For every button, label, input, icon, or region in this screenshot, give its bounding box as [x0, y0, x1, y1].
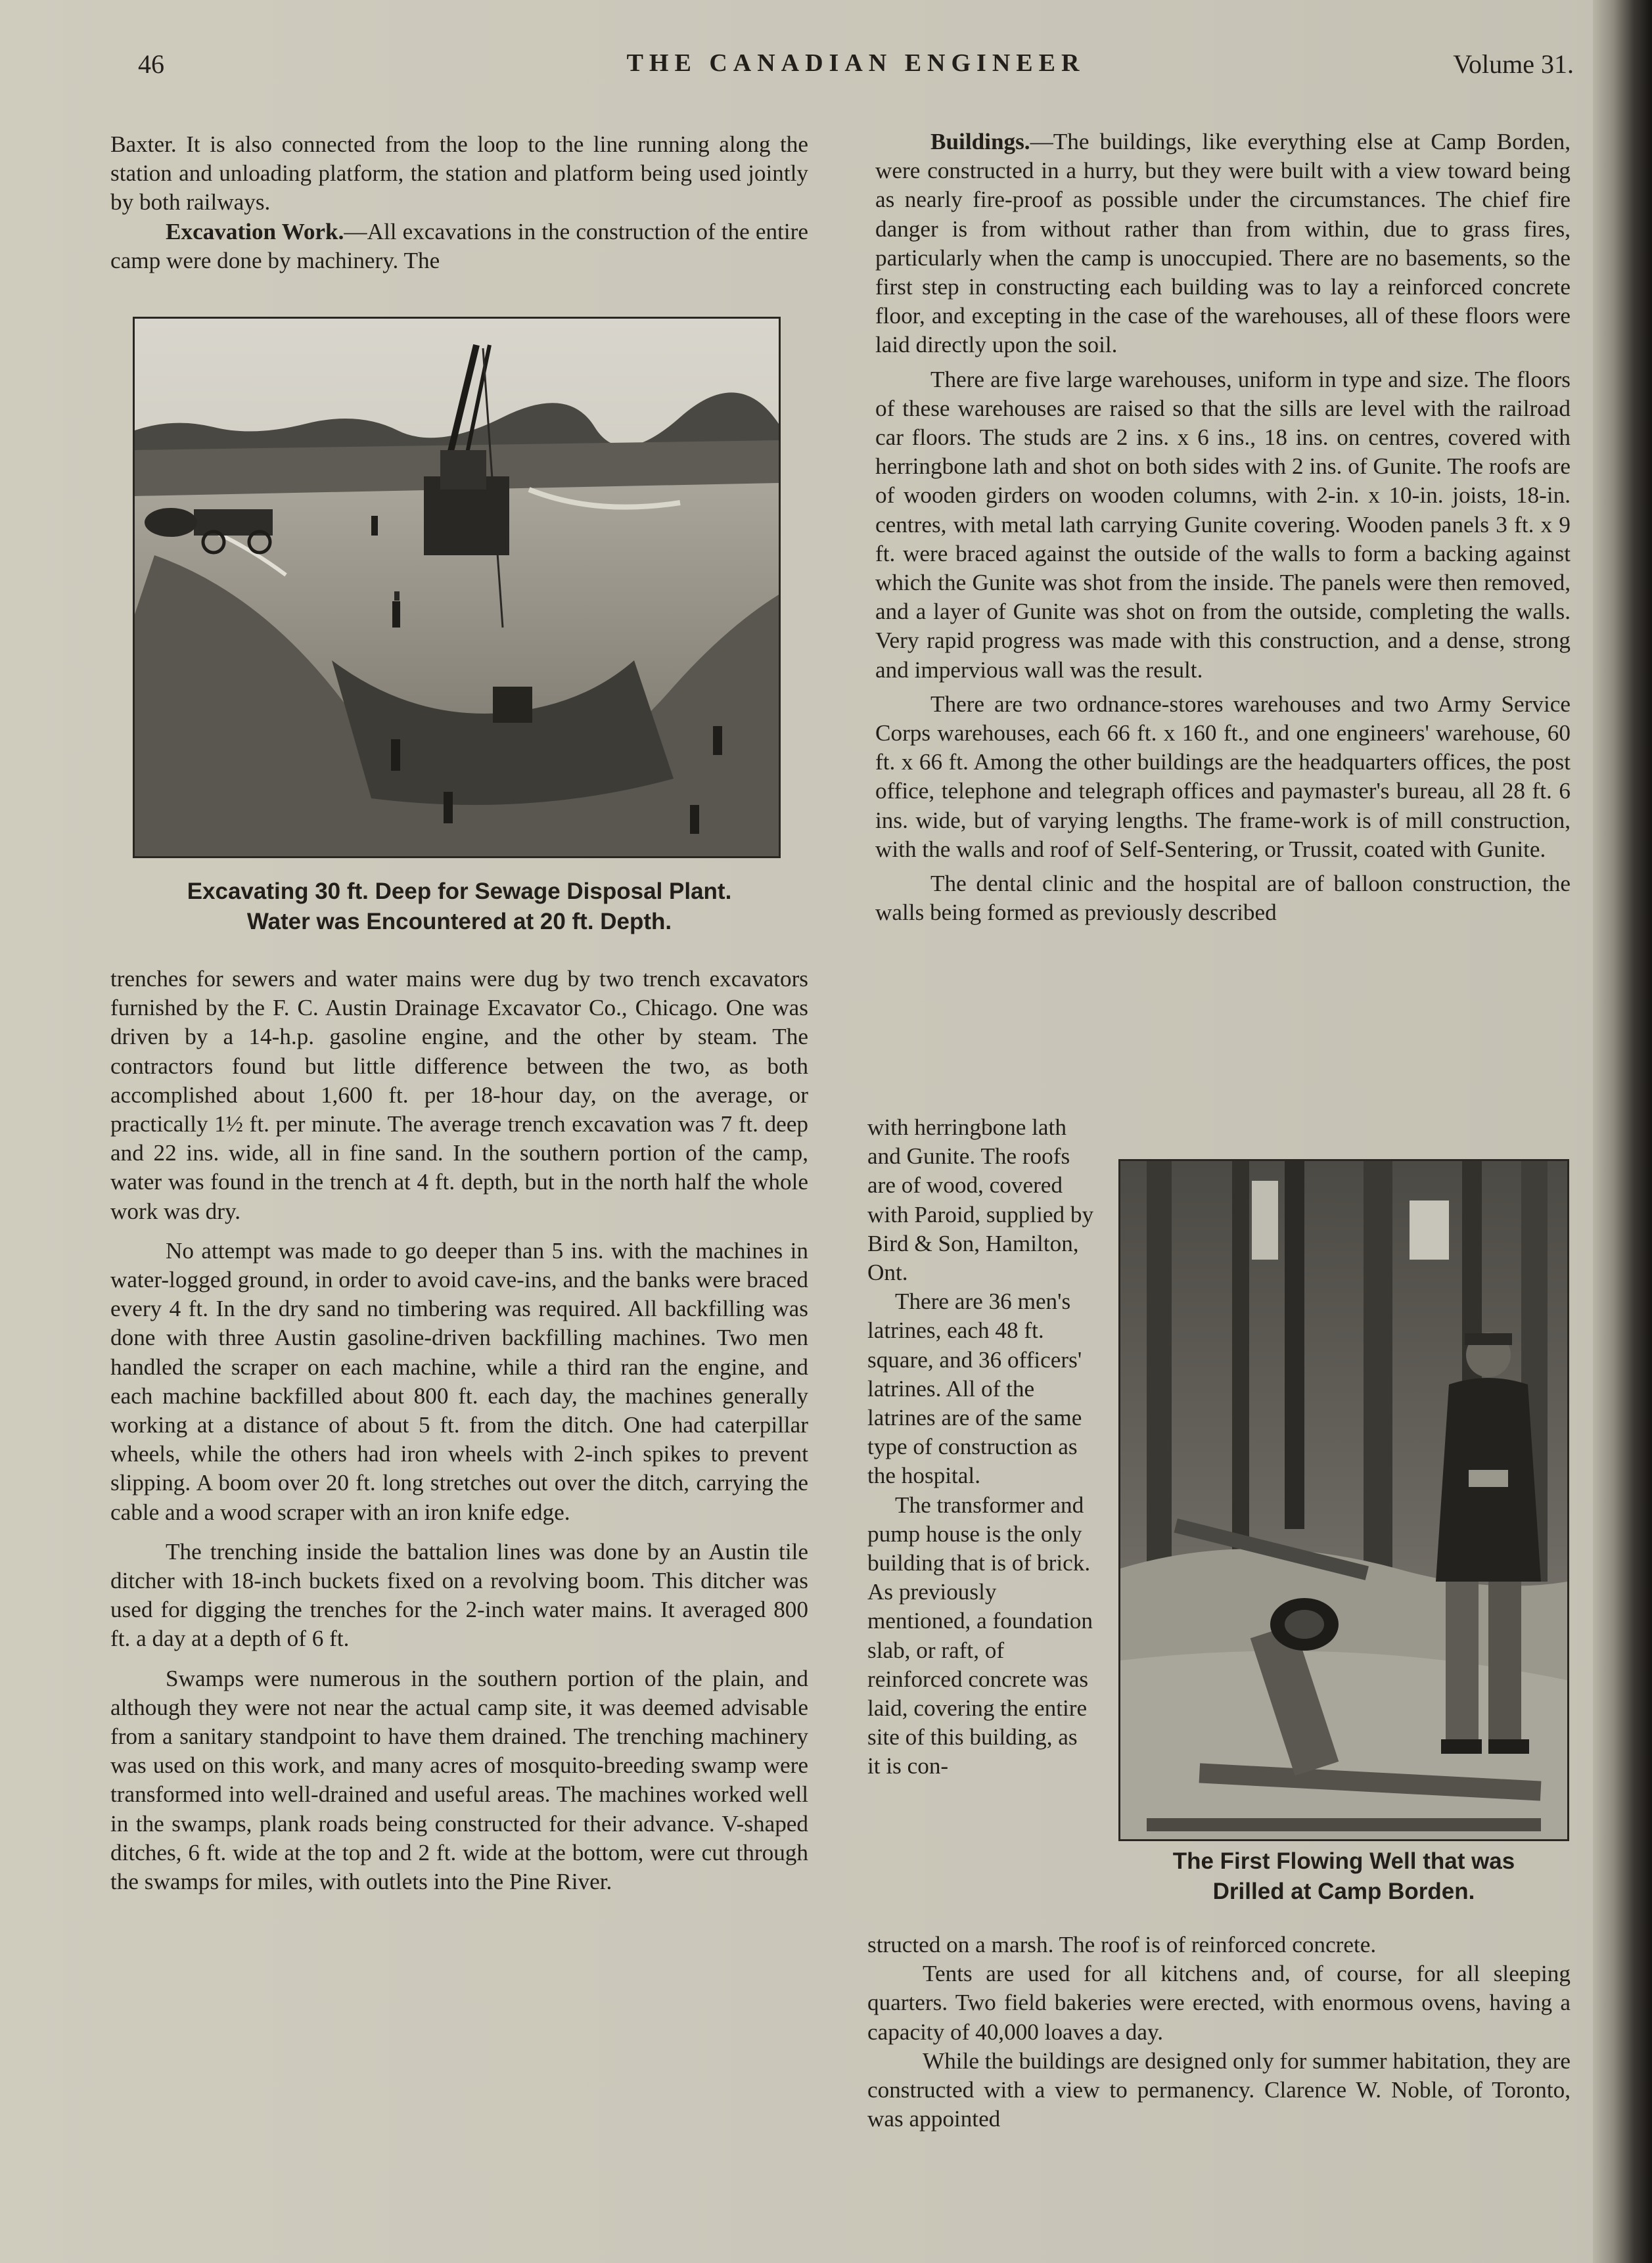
- paragraph-warehouses: There are five large warehouses, uniform in type and size. The floors of these warehouses are raised so that the sills are level with the railroad car floors. The studs are 2 ins. x 6 ins., 18 ins. on centres, covered with herringbone lath and shot on both sides with 2 ins. of Gunite. The roofs are of wooden girders on wooden columns, with 2-in. x 10-in. joists, 18-in. centres, with metal lath carrying Gunite covering. Wooden panels 3 ft. x 9 ft. were braced against the outside of the walls to form a backing against which the Gunite was shot from the inside. The panels were then removed, and a layer of Gunite was shot on from the outside, completing the walls. Very rapid progress was made with this construction, and a dense, strong and impervious wall was the result.: [875, 366, 1571, 683]
- book-spine-shadow: [1593, 0, 1652, 2263]
- page-number: 46: [138, 49, 164, 79]
- running-header: [138, 49, 1574, 88]
- paragraph-tents: Tents are used for all kitchens and, of course, for all sleeping quarters. Two field bakeries were erected, with enormous ovens, having a capacity of 40,000 loaves a day.: [867, 1961, 1571, 2045]
- journal-title: THE CANADIAN ENGINEER: [626, 49, 1086, 77]
- heading-buildings: Buildings.: [930, 129, 1030, 154]
- paragraph-buildings: [875, 127, 1571, 360]
- paragraph-excavation: [110, 217, 808, 275]
- buildings-text: —The buildings, like everything else at Camp Borden, were constructed in a hurry, but they were built with a view toward being as nearly fire-proof as possible under the circumstances. The chief fire danger is from without rather than from within, due to grass fires, particularly when the camp is unoccupied. There are no basements, so the first step in constructing each building was to lay a reinforced concrete floor, and excepting in the case of the warehouses, all of these floors were laid directly upon the soil.: [875, 129, 1571, 358]
- excavation-photo: [133, 317, 781, 858]
- paragraph-transformer: The transformer and pump house is the only building that is of brick. As previously mentioned, a foundation slab, or raft, of reinforced concrete was laid, covering the entire site of this building, as it is con-: [867, 1492, 1093, 1779]
- figure2-caption: [1117, 1846, 1571, 1907]
- figure2-caption-line1: The First Flowing Well that was: [1172, 1848, 1515, 1874]
- paragraph-backfilling: No attempt was made to go deeper than 5 ins. with the machines in water-logged ground, in order to avoid cave-ins, and the banks were braced every 4 ft. In the dry sand no timbering was required. All backfilling was done with three Austin gasoline-driven backfilling machines. Two men handled the scraper on each machine, while a third ran the engine, and each machine backfilled about 800 ft. each day, the machines generally working at a distance of about 5 ft. from the ditch. One had caterpillar wheels, while the others had iron wheels with 2-inch spikes to prevent slipping. A boom over 20 ft. long stretches out over the ditch, carrying the cable and a wood scraper with an iron knife edge.: [110, 1237, 808, 1525]
- left-column-top: [110, 130, 808, 275]
- paragraph-intro: Baxter. It is also connected from the loop to the line running along the station and unloading platform, the station and platform being used jointly by both railways.: [110, 131, 808, 216]
- figure1-caption: [110, 877, 808, 937]
- flowing-well-photo: [1118, 1159, 1569, 1841]
- right-column-top: [875, 127, 1571, 927]
- paragraph-trenches: trenches for sewers and water mains were dug by two trench excavators furnished by the F. C. Austin Drainage Excavator Co., Chicago. One was driven by a 14-h.p. gasoline engine, and the other by steam. The contractors found but little difference between the two, as both accomplished about 1,600 ft. per 18-hour day, on the average, or practically 1½ ft. per minute. The average trench excavation was 7 ft. deep and 22 ins. wide, all in fine sand. In the southern portion of the camp, water was found in the trench at 4 ft. depth, but in the north half the whole work was dry.: [110, 966, 808, 1224]
- paragraph-transformer-end: structed on a marsh. The roof is of reinforced concrete.: [867, 1932, 1377, 1957]
- heading-excavation-work: Excavation Work.: [166, 218, 344, 244]
- paragraph-permanency: While the buildings are designed only for summer habitation, they are constructed with a view to permanency. Clarence W. Noble, of Toronto, was appointed: [867, 2047, 1571, 2132]
- figure1-caption-line1: Excavating 30 ft. Deep for Sewage Disposal Plant.: [187, 879, 732, 904]
- figure2-caption-line2: Drilled at Camp Borden.: [1212, 1879, 1475, 1904]
- paragraph-swamps: Swamps were numerous in the southern portion of the plain, and although they were not near the actual camp site, it was deemed advisable from a sanitary standpoint to have them drained. The trenching machinery was used on this work, and many acres of mosquito-breeding swamp were transformed into well-drained and useful areas. The machines worked well in the swamps, plank roads being constructed for their advance. V-shaped ditches, 6 ft. wide at the top and 2 ft. wide at the bottom, were cut through the swamps for miles, with outlets into the Pine River.: [110, 1665, 808, 1895]
- paragraph-other-buildings: There are two ordnance-stores warehouses and two Army Service Corps warehouses, each 66 ft. x 160 ft., and one engineers' warehouse, 60 ft. x 66 ft. Among the other buildings are the headquarters offices, the post office, telephone and telegraph offices and paymaster's bureau, all 28 ft. 6 ins. wide, but of varying lengths. The frame-work is of mill construction, with the walls and roof of Self-Sentering, or Trussit, coated with Gunite.: [875, 691, 1571, 862]
- right-column-bottom: [867, 1931, 1571, 2134]
- figure1-caption-line2: Water was Encountered at 20 ft. Depth.: [246, 909, 672, 934]
- excavation-text: —All excavations in the construction of the entire camp were done by machinery. The: [110, 218, 808, 273]
- right-column-narrow: [867, 1113, 1095, 1781]
- left-column-bottom: [110, 965, 808, 1896]
- paragraph-battalion-trenching: The trenching inside the battalion lines was done by an Austin tile ditcher with 18-inch buckets fixed on a revolving boom. This ditcher was used for digging the trenches for the 2-inch water mains. It averaged 800 ft. a day at a depth of 6 ft.: [110, 1538, 808, 1652]
- volume-label: Volume 31.: [1453, 49, 1574, 79]
- paragraph-dental-clinic: The dental clinic and the hospital are of balloon construction, the walls being formed as previously described: [875, 871, 1571, 926]
- paragraph-roofs: with herringbone lath and Gunite. The roofs are of wood, covered with Paroid, supplied by Bird & Son, Hamilton, Ont.: [867, 1114, 1094, 1286]
- paragraph-latrines: There are 36 men's latrines, each 48 ft. square, and 36 officers' latrines. All of the latrines are of the same type of construction as the hospital.: [867, 1289, 1082, 1489]
